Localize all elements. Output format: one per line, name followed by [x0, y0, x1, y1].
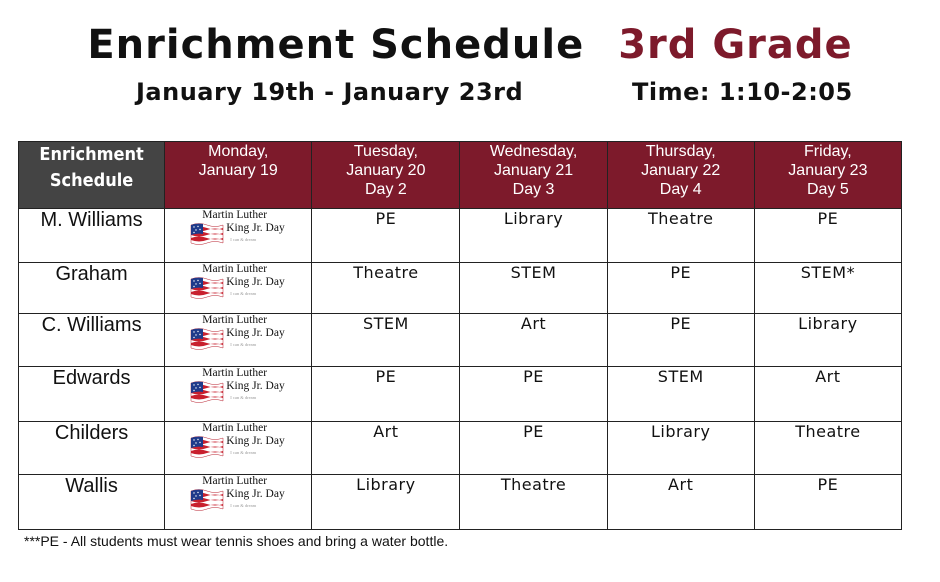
teacher-name: C. Williams [19, 314, 165, 367]
day-number: Day 2 [364, 181, 407, 198]
day-header-tuesday [312, 142, 460, 209]
mlk-logo-line2: King Jr. Day [226, 222, 285, 234]
teacher-name: Wallis [19, 475, 165, 530]
page-title: Enrichment Schedule [87, 22, 585, 68]
mlk-day-logo [190, 367, 286, 405]
mlk-day-logo [190, 209, 286, 247]
class-thursday: PE [607, 263, 754, 314]
table-header-row [19, 142, 902, 209]
day-name: Wednesday, [489, 143, 578, 160]
mlk-logo-line1: Martin Luther [202, 475, 268, 487]
corner-header [19, 142, 165, 209]
footnote: ***PE - All students must wear tennis shoes and bring a water bottle. [24, 533, 449, 549]
class-friday: Theatre [754, 422, 901, 475]
schedule-table [18, 141, 902, 530]
class-thursday: Art [607, 475, 754, 530]
class-tuesday: STEM [312, 314, 460, 367]
mlk-logo-line2: King Jr. Day [226, 276, 285, 288]
class-friday: Art [754, 367, 901, 422]
day-number: Day 4 [659, 181, 702, 198]
day-header-monday [165, 142, 312, 209]
day-date: January 23 [788, 162, 868, 179]
time-range: Time: 1:10-2:05 [632, 78, 853, 106]
teacher-name: M. Williams [19, 209, 165, 263]
corner-label-line2: Schedule [49, 170, 134, 191]
class-wednesday: Library [460, 209, 607, 263]
date-range: January 19th - January 23rd [136, 78, 524, 106]
mlk-logo-tagline: I can & dream [230, 291, 257, 296]
day-name: Monday, [208, 143, 269, 160]
day-header-thursday [607, 142, 754, 209]
day-name: Thursday, [645, 143, 716, 160]
day-header-friday [754, 142, 901, 209]
mlk-logo-line1: Martin Luther [202, 209, 268, 221]
mlk-logo-line1: Martin Luther [202, 263, 268, 275]
mlk-logo-tagline: I can & dream [230, 450, 257, 455]
class-tuesday: Art [312, 422, 460, 475]
table-row [19, 263, 902, 314]
mlk-day-cell [165, 263, 312, 314]
class-tuesday: Theatre [312, 263, 460, 314]
class-friday: PE [754, 475, 901, 530]
mlk-day-cell [165, 475, 312, 530]
mlk-day-logo [190, 263, 286, 301]
day-date: January 20 [346, 162, 426, 179]
day-date: January 21 [493, 162, 574, 179]
table-row [19, 475, 902, 530]
title-row [0, 22, 940, 68]
subtitle-row [0, 78, 940, 112]
mlk-logo-line1: Martin Luther [202, 422, 268, 434]
day-number: Day 5 [806, 181, 849, 198]
class-wednesday: PE [460, 422, 607, 475]
class-wednesday: PE [460, 367, 607, 422]
day-date: January 19 [198, 162, 278, 179]
us-flag-icon [190, 221, 224, 245]
class-tuesday: PE [312, 367, 460, 422]
mlk-logo-line2: King Jr. Day [226, 435, 285, 447]
us-flag-icon [190, 434, 224, 458]
day-name: Tuesday, [353, 143, 418, 160]
mlk-day-logo [190, 475, 286, 513]
grade-label: 3rd Grade [618, 22, 853, 68]
mlk-day-cell [165, 422, 312, 475]
class-wednesday: Art [460, 314, 607, 367]
class-wednesday: Theatre [460, 475, 607, 530]
mlk-logo-line1: Martin Luther [202, 367, 268, 379]
teacher-name: Graham [19, 263, 165, 314]
class-friday: STEM* [754, 263, 901, 314]
class-thursday: Theatre [607, 209, 754, 263]
mlk-logo-tagline: I can & dream [230, 237, 257, 242]
mlk-logo-line2: King Jr. Day [226, 380, 285, 392]
us-flag-icon [190, 379, 224, 403]
table-row [19, 422, 902, 475]
mlk-logo-tagline: I can & dream [230, 395, 257, 400]
class-friday: Library [754, 314, 901, 367]
class-tuesday: PE [312, 209, 460, 263]
table-row [19, 367, 902, 422]
us-flag-icon [190, 275, 224, 299]
class-thursday: STEM [607, 367, 754, 422]
day-date: January 22 [641, 162, 721, 179]
teacher-name: Childers [19, 422, 165, 475]
day-name: Friday, [804, 143, 852, 160]
corner-label-line1: Enrichment [39, 144, 144, 165]
class-thursday: PE [607, 314, 754, 367]
mlk-day-cell [165, 314, 312, 367]
mlk-day-logo [190, 314, 286, 352]
class-friday: PE [754, 209, 901, 263]
day-header-wednesday [460, 142, 607, 209]
mlk-logo-line2: King Jr. Day [226, 488, 285, 500]
mlk-day-logo [190, 422, 286, 460]
mlk-logo-tagline: I can & dream [230, 503, 257, 508]
mlk-logo-line1: Martin Luther [202, 314, 268, 326]
mlk-day-cell [165, 367, 312, 422]
us-flag-icon [190, 326, 224, 350]
teacher-name: Edwards [19, 367, 165, 422]
class-tuesday: Library [312, 475, 460, 530]
table-row [19, 209, 902, 263]
us-flag-icon [190, 487, 224, 511]
day-number: Day 3 [512, 181, 555, 198]
class-wednesday: STEM [460, 263, 607, 314]
mlk-day-cell [165, 209, 312, 263]
mlk-logo-tagline: I can & dream [230, 342, 257, 347]
mlk-logo-line2: King Jr. Day [226, 327, 285, 339]
table-row [19, 314, 902, 367]
class-thursday: Library [607, 422, 754, 475]
